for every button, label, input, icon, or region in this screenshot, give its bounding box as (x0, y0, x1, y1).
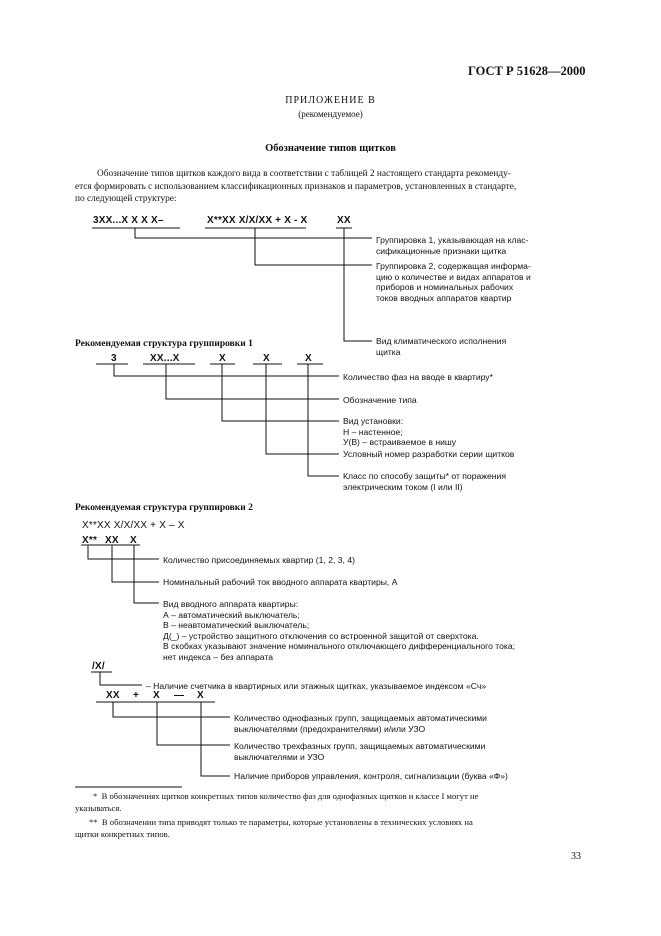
g1-label-series: Условный номер разработки серии щитков (343, 449, 515, 459)
g2-tail-label-single: Количество однофазных групп, защищаемых автоматическими выключателями (предохранителями) и/или УЗО (234, 713, 487, 734)
g2-tail-dash: — (174, 690, 185, 701)
g1-code-type: ХХ...Х (150, 353, 180, 364)
g2-meter-connector (100, 672, 142, 685)
g1-connector-phases (114, 364, 339, 376)
footnote-mark: ** (89, 817, 98, 827)
g1-code-phases: 3 (111, 353, 117, 364)
code-group1: 3ХХ...Х Х Х Х– (93, 215, 164, 226)
label-group2: Группировка 2, содержащая информа- цию о количестве и видах аппаратов и приборов и номинальных рабочих токов вводных аппаратов квартир (376, 261, 531, 303)
g2-meter-code: /Х/ (92, 661, 105, 672)
label-group1: Группировка 1, указывающая на клас- сификационные признаки щитка (376, 235, 529, 256)
g1-connector-type (166, 364, 339, 399)
appendix-status: (рекомендуемое) (298, 109, 363, 119)
g2-tail-code-single: ХХ (106, 690, 120, 701)
section-title: Обозначение типов щитков (265, 143, 396, 154)
g2-code-flats: Х** (82, 535, 98, 546)
g2-label-flats: Количество присоединяемых квартир (1, 2, 3, 4) (163, 555, 355, 565)
intro-line: по следующей структуре: (75, 194, 177, 205)
g1-label-phases: Количество фаз на вводе в квартиру* (343, 372, 493, 382)
g2-tail-plus: + (133, 690, 140, 701)
g2-label-device: Вид вводного аппарата квартиры: А – автоматический выключатель; В – неавтоматический выключатель; Д(_) – устройство защитного отключения со встроенной защитой от сверхтока. В скобках указывают значение номинального отключающего дифференциального тока; нет индекса – без аппарата (163, 599, 516, 662)
connector-group1 (135, 228, 372, 238)
connector-group2 (255, 228, 372, 265)
g1-code-series: Х (263, 353, 270, 364)
connector-climate (344, 228, 372, 341)
group1-heading: Рекомендуемая структура группировки 1 (75, 339, 253, 349)
g1-label-type: Обозначение типа (343, 395, 417, 405)
g2-label-current: Номинальный рабочий ток вводного аппарата квартиры, А (163, 577, 398, 587)
g2-connector-current (112, 545, 159, 582)
g2-tail-label-three: Количество трехфазных групп, защищаемых автоматическими выключателями и УЗО (234, 741, 486, 762)
g1-code-class: Х (305, 353, 312, 364)
appendix-title: ПРИЛОЖЕНИЕ В (285, 95, 376, 106)
g2-tail-connector-three (157, 702, 230, 745)
g2-meter-label: – Наличие счетчика в квартирных или этажных щитках, указываемое индексом «Сч» (146, 681, 487, 691)
page-number: 33 (571, 851, 581, 862)
g1-connector-class (308, 364, 339, 476)
g2-code-device: Х (130, 535, 137, 546)
g2-tail-code-control: Х (197, 690, 204, 701)
g2-tail-code-three: Х (153, 690, 160, 701)
code-group2: Х**ХХ Х/Х/ХХ + Х - Х (207, 215, 308, 226)
intro-line: ется формировать с использованием классификационных признаков и параметров, установленных в стандарте, (75, 181, 517, 192)
footnote-2: ** В обозначении типа приводят только те параметры, которые установлены в технических условиях на щитки конкретных типов. (75, 817, 473, 839)
intro-line: Обозначение типов щитков каждого вида в соответствии с таблицей 2 настоящего стандарта рекоменду- (97, 169, 511, 179)
g2-tail-label-control: Наличие приборов управления, контроля, сигнализации (буква «Ф») (234, 771, 508, 781)
footnote-mark: * (93, 791, 98, 801)
footnote-1: * В обозначениях щитков конкретных типов количество фаз для однофазных щитков и классе I могут не указываться. (75, 791, 479, 813)
g2-connector-flats (88, 545, 159, 559)
g2-tail-connector-single (113, 702, 230, 717)
g1-label-class: Класс по способу защиты* от поражения электрическим током (I или II) (343, 471, 506, 492)
g1-code-mount: Х (219, 353, 226, 364)
group2-heading: Рекомендуемая структура группировки 2 (75, 503, 253, 513)
g1-label-mount: Вид установки: Н – настенное; У(В) – встраиваемое в нишу (343, 416, 457, 448)
standard-number: ГОСТ Р 51628—2000 (468, 64, 586, 78)
g2-code-current: ХХ (105, 535, 119, 546)
label-climate: Вид климатического исполнения щитка (376, 336, 507, 357)
g2-tail-connector-control (201, 702, 230, 776)
g2-full-code: Х**ХХ Х/Х/ХХ + Х – Х (82, 520, 185, 531)
g1-connector-mount (222, 364, 339, 421)
code-climate: ХХ (337, 215, 351, 226)
g2-connector-device (134, 545, 159, 603)
g1-connector-series (266, 364, 339, 454)
